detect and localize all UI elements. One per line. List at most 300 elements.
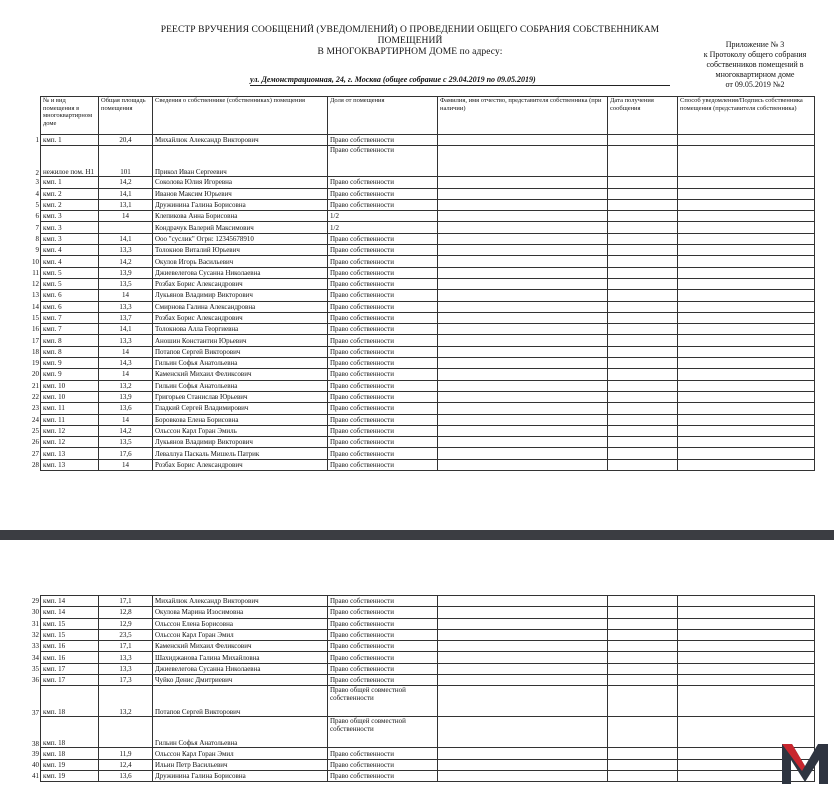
table-row xyxy=(30,188,815,199)
method-cell xyxy=(678,629,815,640)
room-cell: кмп. 19 xyxy=(41,759,99,770)
area-cell: 13,3 xyxy=(99,652,153,663)
owner-cell: Смирнова Галина Александровна xyxy=(153,301,328,312)
room-cell: кмп. 2 xyxy=(41,199,99,210)
table-row xyxy=(30,425,815,436)
row-number: 23 xyxy=(32,404,39,413)
room-cell: кмп. 12 xyxy=(41,437,99,448)
area-cell: 17,1 xyxy=(99,596,153,607)
method-cell xyxy=(678,675,815,686)
area-cell: 12,9 xyxy=(99,618,153,629)
method-cell xyxy=(678,222,815,233)
room-cell: кмп. 4 xyxy=(41,256,99,267)
page-divider xyxy=(0,530,834,540)
table-row xyxy=(30,663,815,674)
table-row xyxy=(30,629,815,640)
date-cell xyxy=(608,448,678,459)
row-number: 37 xyxy=(32,708,39,717)
table-row xyxy=(30,369,815,380)
row-number: 26 xyxy=(32,438,39,447)
share-cell: Право собственности xyxy=(328,770,438,781)
method-cell xyxy=(678,233,815,244)
table-row xyxy=(30,448,815,459)
method-cell xyxy=(678,448,815,459)
share-cell: Право собственности xyxy=(328,199,438,210)
share-cell: Право собственности xyxy=(328,369,438,380)
share-cell: 1/2 xyxy=(328,211,438,222)
area-cell: 13,3 xyxy=(99,301,153,312)
rep-cell xyxy=(438,199,608,210)
room-cell: кмп. 4 xyxy=(41,245,99,256)
rep-cell xyxy=(438,369,608,380)
area-cell: 13,5 xyxy=(99,437,153,448)
room-cell: кмп. 15 xyxy=(41,618,99,629)
row-number: 14 xyxy=(32,302,39,311)
room-cell: кмп. 6 xyxy=(41,290,99,301)
table-row xyxy=(30,312,815,323)
share-cell: Право собственности xyxy=(328,358,438,369)
area-cell: 20,4 xyxy=(99,135,153,146)
owner-cell: Каменский Михаил Феликсович xyxy=(153,641,328,652)
room-cell: кмп. 3 xyxy=(41,222,99,233)
method-cell xyxy=(678,358,815,369)
date-cell xyxy=(608,146,678,177)
room-cell: кмп. 10 xyxy=(41,380,99,391)
rep-cell xyxy=(438,607,608,618)
row-number: 30 xyxy=(32,608,39,617)
table-row xyxy=(30,641,815,652)
method-cell xyxy=(678,403,815,414)
area-cell: 14 xyxy=(99,369,153,380)
table-row xyxy=(30,759,815,770)
share-cell: Право собственности xyxy=(328,629,438,640)
title-line-2: В МНОГОКВАРТИРНОМ ДОМЕ по адресу: xyxy=(317,47,503,57)
owner-cell: Чуйко Денис Дмитриевич xyxy=(153,675,328,686)
share-cell: Право собственности xyxy=(328,245,438,256)
method-cell xyxy=(678,188,815,199)
row-number: 34 xyxy=(32,653,39,662)
room-cell: кмп. 19 xyxy=(41,770,99,781)
rep-cell xyxy=(438,618,608,629)
table-row xyxy=(30,391,815,402)
method-cell xyxy=(678,267,815,278)
room-cell: нежилое пом. Н1 xyxy=(41,146,99,177)
area-cell: 14 xyxy=(99,290,153,301)
date-cell xyxy=(608,188,678,199)
room-cell: кмп. 8 xyxy=(41,335,99,346)
table-row xyxy=(30,596,815,607)
owner-cell: Ооо "суслик" Огрн: 12345678910 xyxy=(153,233,328,244)
row-number: 7 xyxy=(35,223,39,232)
table-row xyxy=(30,211,815,222)
owner-cell: Дружинина Галина Борисовна xyxy=(153,770,328,781)
room-cell: кмп. 3 xyxy=(41,233,99,244)
owner-cell: Каменский Михаил Феликсович xyxy=(153,369,328,380)
row-number: 39 xyxy=(32,749,39,758)
table-row xyxy=(30,607,815,618)
room-cell: кмп. 18 xyxy=(41,686,99,717)
area-cell: 13,3 xyxy=(99,335,153,346)
row-number: 6 xyxy=(35,212,39,221)
date-cell xyxy=(608,312,678,323)
method-cell xyxy=(678,199,815,210)
date-cell xyxy=(608,391,678,402)
date-cell xyxy=(608,437,678,448)
owner-cell: Боровкова Елена Борисовна xyxy=(153,414,328,425)
method-cell xyxy=(678,369,815,380)
date-cell xyxy=(608,324,678,335)
rep-cell xyxy=(438,135,608,146)
rep-cell xyxy=(438,222,608,233)
rep-cell xyxy=(438,425,608,436)
share-cell: Право собственности xyxy=(328,596,438,607)
row-number: 41 xyxy=(32,772,39,781)
owner-cell: Гладкий Сергей Владимирович xyxy=(153,403,328,414)
date-cell xyxy=(608,629,678,640)
table-row xyxy=(30,403,815,414)
address-line: ул. Демонстрационная, 24, г. Москва (общее собрание с 29.04.2019 по 09.05.2019) xyxy=(250,75,670,86)
room-cell: кмп. 13 xyxy=(41,459,99,470)
row-number: 12 xyxy=(32,280,39,289)
date-cell xyxy=(608,346,678,357)
method-cell xyxy=(678,324,815,335)
room-cell: кмп. 10 xyxy=(41,391,99,402)
rep-cell xyxy=(438,146,608,177)
row-number: 11 xyxy=(32,268,39,277)
appendix-line-2: к Протоколу общего собрания xyxy=(703,50,807,59)
owner-cell: Соколова Юлия Игоревна xyxy=(153,177,328,188)
date-cell xyxy=(608,290,678,301)
row-number: 22 xyxy=(32,393,39,402)
owner-cell: Джиевелегова Сусанна Николаевна xyxy=(153,267,328,278)
share-cell: Право собственности xyxy=(328,233,438,244)
area-cell: 14,3 xyxy=(99,358,153,369)
rep-cell xyxy=(438,380,608,391)
registry-table xyxy=(30,96,815,471)
date-cell xyxy=(608,618,678,629)
area-cell: 13,3 xyxy=(99,663,153,674)
share-cell: 1/2 xyxy=(328,222,438,233)
method-cell xyxy=(678,425,815,436)
room-cell: кмп. 13 xyxy=(41,448,99,459)
date-cell xyxy=(608,278,678,289)
appendix-line-4: многоквартирном доме xyxy=(715,70,795,79)
method-cell xyxy=(678,414,815,425)
rep-cell xyxy=(438,290,608,301)
room-cell: кмп. 15 xyxy=(41,629,99,640)
area-cell: 13,3 xyxy=(99,245,153,256)
share-cell: Право собственности xyxy=(328,267,438,278)
table-row xyxy=(30,358,815,369)
table-row xyxy=(30,459,815,470)
share-cell: Право собственности xyxy=(328,459,438,470)
date-cell xyxy=(608,748,678,759)
share-cell: Право собственности xyxy=(328,146,438,177)
owner-cell: Аношин Константин Юрьевич xyxy=(153,335,328,346)
share-cell: Право собственности xyxy=(328,663,438,674)
table-row xyxy=(30,177,815,188)
rep-cell xyxy=(438,256,608,267)
rep-cell xyxy=(438,641,608,652)
method-cell xyxy=(678,652,815,663)
row-number: 17 xyxy=(32,336,39,345)
rep-cell xyxy=(438,748,608,759)
owner-cell: Прикол Иван Сергеевич xyxy=(153,146,328,177)
owner-cell: Окулов Игорь Васильевич xyxy=(153,256,328,267)
room-cell: кмп. 14 xyxy=(41,596,99,607)
share-cell: Право собственности xyxy=(328,391,438,402)
row-number: 28 xyxy=(32,460,39,469)
method-cell xyxy=(678,135,815,146)
share-cell: Право собственности xyxy=(328,403,438,414)
header-date: Дата получения сообщения xyxy=(608,97,678,135)
table-row xyxy=(30,618,815,629)
owner-cell: Гильин Софья Анатольевна xyxy=(153,380,328,391)
date-cell xyxy=(608,358,678,369)
area-cell: 23,5 xyxy=(99,629,153,640)
owner-cell: Иванов Максим Юрьевич xyxy=(153,188,328,199)
date-cell xyxy=(608,369,678,380)
owner-cell: Окулова Марина Изосимовна xyxy=(153,607,328,618)
area-cell: 14 xyxy=(99,346,153,357)
table-row xyxy=(30,256,815,267)
row-number: 3 xyxy=(35,178,39,187)
room-cell: кмп. 14 xyxy=(41,607,99,618)
date-cell xyxy=(608,663,678,674)
row-number: 5 xyxy=(35,201,39,210)
share-cell: Право собственности xyxy=(328,641,438,652)
owner-cell: Гильин Софья Анатольевна xyxy=(153,717,328,748)
date-cell xyxy=(608,222,678,233)
area-cell: 11,9 xyxy=(99,748,153,759)
row-number: 20 xyxy=(32,370,39,379)
appendix-line-5: от 09.05.2019 №2 xyxy=(725,80,785,89)
owner-cell: Михайлюк Александр Викторович xyxy=(153,596,328,607)
table-row xyxy=(30,278,815,289)
method-cell xyxy=(678,641,815,652)
table-row xyxy=(30,335,815,346)
table-row xyxy=(30,146,815,177)
row-number: 18 xyxy=(32,347,39,356)
share-cell: Право собственности xyxy=(328,618,438,629)
room-cell: кмп. 9 xyxy=(41,369,99,380)
share-cell: Право собственности xyxy=(328,437,438,448)
owner-cell: Шахиджанова Галина Михайловна xyxy=(153,652,328,663)
room-cell: кмп. 1 xyxy=(41,135,99,146)
rep-cell xyxy=(438,448,608,459)
area-cell: 13,9 xyxy=(99,267,153,278)
owner-cell: Ольссон Карл Горан Эмил xyxy=(153,629,328,640)
rep-cell xyxy=(438,267,608,278)
rep-cell xyxy=(438,358,608,369)
share-cell: Право собственности xyxy=(328,290,438,301)
share-cell: Право собственности xyxy=(328,346,438,357)
date-cell xyxy=(608,245,678,256)
rep-cell xyxy=(438,759,608,770)
room-cell: кмп. 6 xyxy=(41,301,99,312)
rep-cell xyxy=(438,414,608,425)
share-cell: Право собственности xyxy=(328,256,438,267)
rep-cell xyxy=(438,312,608,323)
room-cell: кмп. 7 xyxy=(41,312,99,323)
row-number: 31 xyxy=(32,619,39,628)
rep-cell xyxy=(438,233,608,244)
rep-cell xyxy=(438,596,608,607)
share-cell: Право собственности xyxy=(328,675,438,686)
owner-cell: Дружинина Галина Борисовна xyxy=(153,199,328,210)
date-cell xyxy=(608,414,678,425)
room-cell: кмп. 3 xyxy=(41,211,99,222)
area-cell: 13,6 xyxy=(99,770,153,781)
share-cell: Право собственности xyxy=(328,380,438,391)
rep-cell xyxy=(438,211,608,222)
method-cell xyxy=(678,380,815,391)
date-cell xyxy=(608,403,678,414)
appendix-line-3: собственников помещений в xyxy=(706,60,804,69)
method-cell xyxy=(678,301,815,312)
row-number: 8 xyxy=(35,234,39,243)
date-cell xyxy=(608,686,678,717)
owner-cell: Джиевелегова Сусанна Николаевна xyxy=(153,663,328,674)
header-area: Общая площадь помещения xyxy=(99,97,153,135)
area-cell: 14,1 xyxy=(99,188,153,199)
area-cell: 12,4 xyxy=(99,759,153,770)
area-cell xyxy=(99,222,153,233)
rep-cell xyxy=(438,663,608,674)
table-row xyxy=(30,346,815,357)
appendix-note xyxy=(680,40,830,90)
method-cell xyxy=(678,211,815,222)
method-cell xyxy=(678,146,815,177)
owner-cell: Ольссон Карл Горан Эмиль xyxy=(153,425,328,436)
row-number: 25 xyxy=(32,426,39,435)
share-cell: Право собственности xyxy=(328,135,438,146)
owner-cell: Толокнова Алла Георгиевна xyxy=(153,324,328,335)
owner-cell: Розбах Борис Александрович xyxy=(153,278,328,289)
header-owner: Сведения о собственнике (собственниках) помещения xyxy=(153,97,328,135)
method-cell xyxy=(678,437,815,448)
owner-cell: Потапов Сергей Викторович xyxy=(153,346,328,357)
date-cell xyxy=(608,459,678,470)
share-cell: Право собственности xyxy=(328,652,438,663)
method-cell xyxy=(678,596,815,607)
table-row xyxy=(30,652,815,663)
date-cell xyxy=(608,607,678,618)
room-cell: кмп. 8 xyxy=(41,346,99,357)
area-cell: 14 xyxy=(99,459,153,470)
method-cell xyxy=(678,177,815,188)
rep-cell xyxy=(438,346,608,357)
table-header-row xyxy=(30,97,815,135)
table-row xyxy=(30,686,815,717)
area-cell: 12,8 xyxy=(99,607,153,618)
row-number: 27 xyxy=(32,449,39,458)
method-cell xyxy=(678,245,815,256)
header-rep: Фамилия, имя отчество, представителя собственника (при наличии) xyxy=(438,97,608,135)
date-cell xyxy=(608,199,678,210)
owner-cell: Кондрачук Валерий Максимович xyxy=(153,222,328,233)
row-number: 1 xyxy=(35,136,39,145)
date-cell xyxy=(608,425,678,436)
method-cell xyxy=(678,607,815,618)
row-number: 24 xyxy=(32,415,39,424)
room-cell: кмп. 2 xyxy=(41,188,99,199)
document-title xyxy=(140,25,680,58)
owner-cell: Михайлюк Александр Викторович xyxy=(153,135,328,146)
room-cell: кмп. 5 xyxy=(41,267,99,278)
row-number: 16 xyxy=(32,325,39,334)
header-method: Способ уведомления/Подпись собственника помещения (представителя собственника) xyxy=(678,97,815,135)
row-number: 13 xyxy=(32,291,39,300)
room-cell: кмп. 9 xyxy=(41,358,99,369)
table-row xyxy=(30,380,815,391)
header-share: Доля от помещения xyxy=(328,97,438,135)
share-cell: Право собственности xyxy=(328,748,438,759)
rep-cell xyxy=(438,278,608,289)
share-cell: Право собственности xyxy=(328,177,438,188)
row-number: 38 xyxy=(32,739,39,748)
row-number: 32 xyxy=(32,631,39,640)
area-cell: 17,1 xyxy=(99,641,153,652)
area-cell: 101 xyxy=(99,146,153,177)
date-cell xyxy=(608,233,678,244)
row-number: 40 xyxy=(32,760,39,769)
row-number: 36 xyxy=(32,676,39,685)
table-row xyxy=(30,675,815,686)
table-row xyxy=(30,222,815,233)
room-cell: кмп. 17 xyxy=(41,663,99,674)
title-line-1: РЕЕСТР ВРУЧЕНИЯ СООБЩЕНИЙ (УВЕДОМЛЕНИЙ) О ПРОВЕДЕНИИ ОБЩЕГО СОБРАНИЯ СОБСТВЕННИКАМ ПОМЕЩЕНИЙ xyxy=(160,25,660,46)
room-cell: кмп. 5 xyxy=(41,278,99,289)
table-row xyxy=(30,414,815,425)
share-cell: Право собственности xyxy=(328,188,438,199)
method-cell xyxy=(678,346,815,357)
date-cell xyxy=(608,596,678,607)
area-cell: 14,1 xyxy=(99,233,153,244)
rep-cell xyxy=(438,245,608,256)
area-cell: 17,3 xyxy=(99,675,153,686)
area-cell: 14 xyxy=(99,414,153,425)
date-cell xyxy=(608,177,678,188)
row-number: 9 xyxy=(35,246,39,255)
share-cell: Право собственности xyxy=(328,312,438,323)
share-cell: Право собственности xyxy=(328,425,438,436)
room-cell: кмп. 16 xyxy=(41,641,99,652)
share-cell: Право собственности xyxy=(328,335,438,346)
rep-cell xyxy=(438,629,608,640)
table-row xyxy=(30,135,815,146)
row-number: 21 xyxy=(32,381,39,390)
date-cell xyxy=(608,641,678,652)
rep-cell xyxy=(438,177,608,188)
row-number: 33 xyxy=(32,642,39,651)
date-cell xyxy=(608,256,678,267)
table-row xyxy=(30,770,815,781)
row-number: 10 xyxy=(32,257,39,266)
room-cell: кмп. 11 xyxy=(41,414,99,425)
owner-cell: Григорьев Станислав Юрьевич xyxy=(153,391,328,402)
date-cell xyxy=(608,759,678,770)
room-cell: кмп. 1 xyxy=(41,177,99,188)
rep-cell xyxy=(438,652,608,663)
owner-cell: Ильин Петр Васильевич xyxy=(153,759,328,770)
header-spacer xyxy=(30,97,41,135)
owner-cell: Розбах Борис Александрович xyxy=(153,459,328,470)
row-number: 4 xyxy=(35,189,39,198)
row-number: 2 xyxy=(35,168,39,177)
rep-cell xyxy=(438,301,608,312)
share-cell: Право собственности xyxy=(328,324,438,335)
